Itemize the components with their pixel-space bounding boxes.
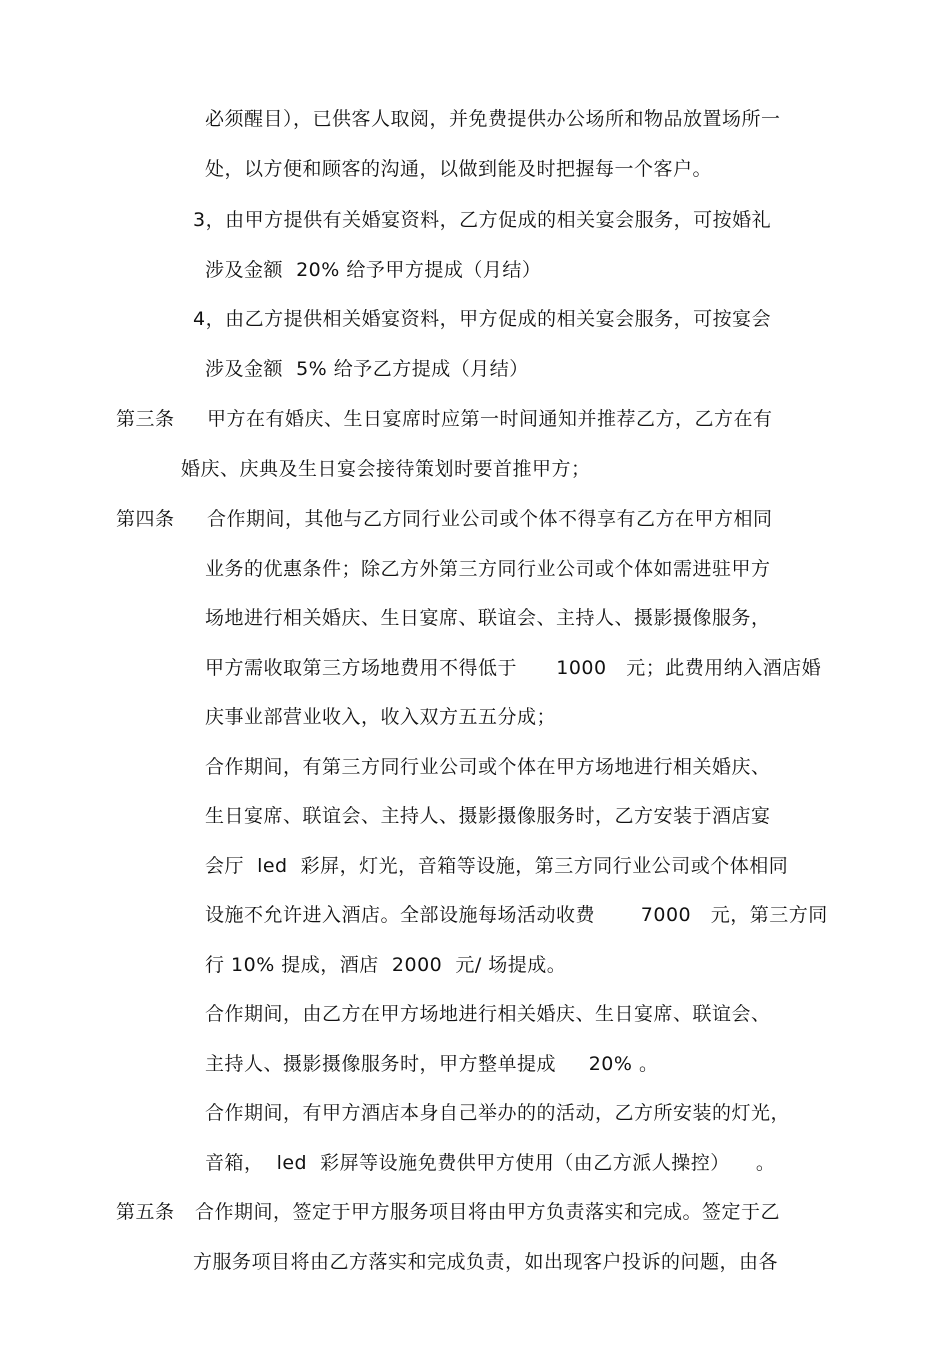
text-line: 4，由乙方提供相关婚宴资料，甲方促成的相关宴会服务，可按宴会 [193,308,772,330]
text-line: 甲方在有婚庆、生日宴席时应第一时间通知并推荐乙方，乙方在有 [207,408,773,430]
article-label: 第三条 [116,408,175,430]
text-line: 庆事业部营业收入，收入双方五五分成； [205,706,557,728]
article-label: 第四条 [116,508,175,530]
text-line: 合作期间，由乙方在甲方场地进行相关婚庆、生日宴席、联谊会、 [205,1003,771,1025]
text-line: 3，由甲方提供有关婚宴资料，乙方促成的相关宴会服务，可按婚礼 [193,209,772,231]
article-label: 第五条 [116,1201,175,1223]
text-line: 合作期间，签定于甲方服务项目将由甲方负责落实和完成。签定于乙 [195,1201,781,1223]
text-line: 甲方需收取第三方场地费用不得低于 1000 元；此费用纳入酒店婚 [205,657,822,679]
text-line: 方服务项目将由乙方落实和完成负责，如出现客户投诉的问题，由各 [193,1251,779,1273]
text-line: 生日宴席、联谊会、主持人、摄影摄像服务时，乙方安装于酒店宴 [205,805,771,827]
text-line: 音箱， led 彩屏等设施免费供甲方使用（由乙方派人操控） 。 [205,1152,776,1174]
text-line: 场地进行相关婚庆、生日宴席、联谊会、主持人、摄影摄像服务， [205,607,771,629]
text-line: 设施不允许进入酒店。全部设施每场活动收费 7000 元，第三方同 [205,904,828,926]
text-line: 婚庆、庆典及生日宴会接待策划时要首推甲方； [181,458,591,480]
text-line: 合作期间，有甲方酒店本身自己举办的的活动，乙方所安装的灯光， [205,1102,791,1124]
text-line: 处，以方便和顾客的沟通，以做到能及时把握每一个客户。 [205,158,713,180]
text-line: 合作期间，有第三方同行业公司或个体在甲方场地进行相关婚庆、 [205,756,771,778]
text-line: 合作期间，其他与乙方同行业公司或个体不得享有乙方在甲方相同 [207,508,773,530]
text-line: 行 10% 提成，酒店 2000 元/ 场提成。 [205,954,567,976]
text-line: 主持人、摄影摄像服务时，甲方整单提成 20% 。 [205,1053,659,1075]
text-line: 会厅 led 彩屏，灯光，音箱等设施，第三方同行业公司或个体相同 [205,855,789,877]
text-line: 必须醒目），已供客人取阅，并免费提供办公场所和物品放置场所一 [205,108,781,130]
text-line: 涉及金额 20% 给予甲方提成（月结） [205,259,542,281]
text-line: 业务的优惠条件；除乙方外第三方同行业公司或个体如需进驻甲方 [205,558,771,580]
text-line: 涉及金额 5% 给予乙方提成（月结） [205,358,529,380]
